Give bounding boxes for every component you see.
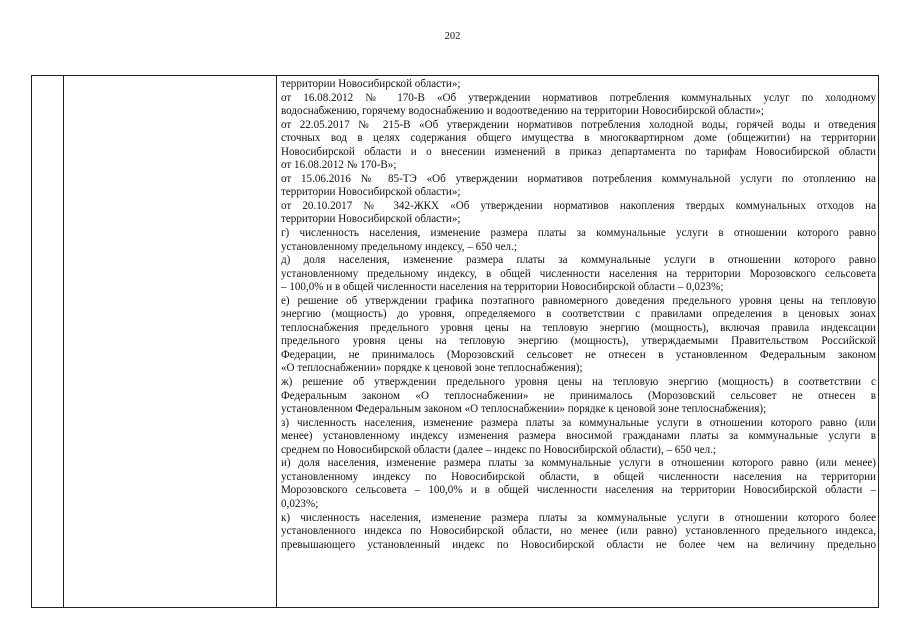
text-line: д) доля населения, изменение размера платы за коммунальные услуги в отношении которого равно bbox=[281, 254, 876, 267]
text-line: установленному предельному индексу, – 650 чел.; bbox=[281, 240, 517, 253]
text-line: предельного уровня цены на тепловую энергию (мощность), утверждаемыми Правительством Российской bbox=[281, 335, 876, 348]
text-line: сточных вод в целях содержания общего имущества в многоквартирном доме (общежитии) на территории bbox=[281, 132, 876, 145]
table-column-number bbox=[32, 76, 64, 607]
text-line: ж) решение об утверждении предельного уровня цены на тепловую энергию (мощность) в соответствии с bbox=[281, 376, 876, 389]
text-line: установленному индексу по Новосибирской области, в общей численности населения на территории bbox=[281, 470, 876, 483]
text-line: территории Новосибирской области»; bbox=[281, 78, 461, 90]
text-line: Новосибирской области и о внесении изменений в приказ департамента по тарифам Новосибирской области bbox=[281, 145, 876, 158]
text-line: среднем по Новосибирской области (далее – индекс по Новосибирской области), – 650 чел.; bbox=[281, 443, 717, 456]
text-line: г) численность населения, изменение размера платы за коммунальные услуги в отношении которого равно bbox=[281, 227, 876, 240]
text-line: менее) установленному индексу изменения размера вносимой гражданами платы за коммунальные услуги в bbox=[281, 430, 876, 443]
text-line: з) численность населения, изменение размера платы за коммунальные услуги в отношении которого равно (или bbox=[281, 416, 876, 429]
text-line: е) решение об утверждении графика поэтапного равномерного доведения предельного уровня цены на тепловую bbox=[281, 294, 876, 307]
text-line: превышающего установленный индекс по Новосибирской области не более чем на величину предельно bbox=[281, 538, 876, 551]
text-line: территории Новосибирской области»; bbox=[281, 186, 461, 199]
text-line: от 16.08.2012 № 170-В «Об утверждении нормативов потребления коммунальных услуг по холодному bbox=[281, 91, 876, 104]
table-column-name bbox=[64, 76, 277, 607]
table-column-text bbox=[281, 78, 876, 607]
text-line: и) доля населения, изменение размера платы за коммунальные услуги в отношении которого равно (или менее) bbox=[281, 457, 876, 470]
text-line: установленному предельному индексу, в общей численности населения на территории Морозовского сельсовета bbox=[281, 267, 876, 280]
text-line: территории Новосибирской области»; bbox=[281, 213, 461, 226]
text-line: к) численность населения, изменение размера платы за коммунальные услуги в отношении которого более bbox=[281, 511, 876, 524]
text-line: теплоснабжения предельного уровня цены на тепловую энергию (мощность), включая правила индексации bbox=[281, 321, 876, 334]
document-table bbox=[31, 75, 879, 608]
text-line: 0,023%; bbox=[281, 497, 319, 510]
text-line: установленном Федеральным законом «О теплоснабжении» порядке к ценовой зоне теплоснабжения); bbox=[281, 403, 767, 416]
text-line: – 100,0% и в общей численности населения на территории Новосибирской области – 0,023%; bbox=[281, 281, 724, 294]
text-line: Федерации, не принималось (Морозовский сельсовет не отнесен в установленном Федеральным законом bbox=[281, 348, 876, 361]
text-line: от 22.05.2017 № 215-В «Об утверждении нормативов потребления холодной воды, горячей воды и отведения bbox=[281, 118, 876, 131]
text-line: установленного индекса по Новосибирской области, но менее (или равно) установленного предельного индекса, bbox=[281, 525, 876, 538]
text-line: водоснабжению, горячему водоснабжению и водоотведению на территории Новосибирской области»; bbox=[281, 105, 764, 118]
text-line: энергию (мощность) до уровня, определяемого в соответствии с правилами определения в ценовых зонах bbox=[281, 308, 876, 321]
text-line: от 15.06.2016 № 85-ТЭ «Об утверждении нормативов потребления коммунальной услуги по отоплению на bbox=[281, 172, 876, 185]
text-line: Федеральным законом «О теплоснабжении» не принималось (Морозовский сельсовет не отнесен в bbox=[281, 389, 876, 402]
text-line: от 20.10.2017 № 342-ЖКХ «Об утверждении нормативов накопления твердых коммунальных отходов на bbox=[281, 199, 876, 212]
text-line: Морозовского сельсовета – 100,0% и в общей численности населения на территории Новосибирской области – bbox=[281, 484, 876, 497]
page-number: 202 bbox=[444, 31, 461, 42]
text-line: «О теплоснабжении» порядке к ценовой зоне теплоснабжения); bbox=[281, 362, 583, 375]
text-line: от 16.08.2012 № 170-В»; bbox=[281, 159, 397, 172]
